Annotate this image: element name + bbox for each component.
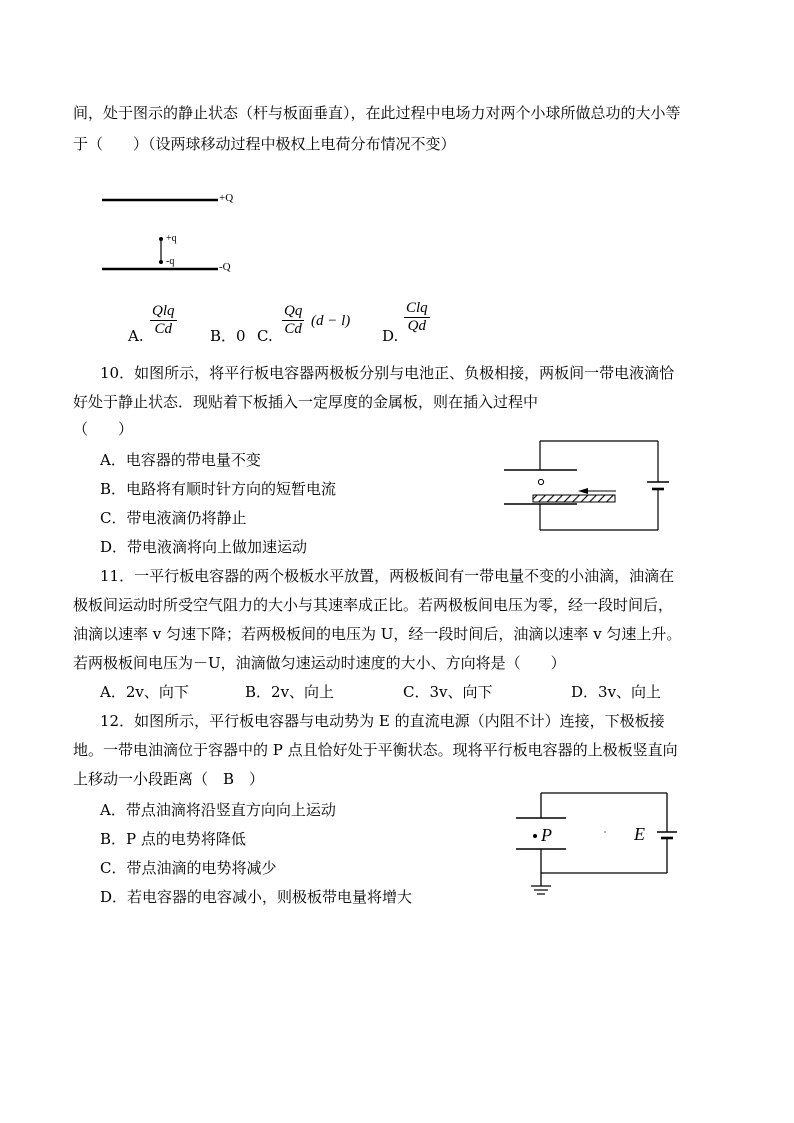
- q9-option-d-label: D.: [382, 327, 399, 345]
- bottom-ball: [159, 260, 163, 264]
- q9-text-line-2: 于（ ）（设两球移动过程中极权上电荷分布情况不变）: [73, 135, 456, 153]
- q12-option-a: A．带点油滴将沿竖直方向向上运动: [100, 801, 336, 819]
- droplet: [538, 479, 543, 484]
- q12-circuit-figure: [510, 790, 680, 905]
- q10-text-line-3: （ ）: [73, 420, 134, 438]
- q11-text-line-1: 11．一平行板电容器的两个极板水平放置，两极板间有一带电量不变的小油滴，油滴在: [100, 567, 675, 585]
- q11-option-a: A．2v、向下: [100, 683, 189, 701]
- q9-option-d-denominator: Qd: [404, 317, 430, 335]
- q12-text-line-3: 上移动一小段距离（ B ）: [73, 770, 265, 788]
- q10-circuit-figure: [500, 438, 680, 538]
- q12-text-line-2: 地。一带电油滴位于容器中的 P 点且恰好处于平衡状态。现将平行板电容器的上极板竖直向: [73, 741, 678, 759]
- q9-option-a-numerator: Qlq: [152, 303, 175, 319]
- q9-option-c-suffix: (d − l): [311, 313, 351, 329]
- point-p: [533, 834, 537, 838]
- q9-option-a-label: A.: [128, 327, 144, 345]
- q11-text-line-4: 若两极板间电压为－U，油滴做匀速运动时速度的大小、方向将是（ ）: [73, 654, 566, 672]
- q10-option-d: D．带电液滴将向上做加速运动: [100, 538, 308, 556]
- q9-option-b: B．0: [210, 327, 246, 345]
- q11-option-c: C．3v、向下: [403, 683, 493, 701]
- bottom-ball-label: -q: [166, 256, 175, 267]
- q9-option-c-numerator: Qq: [284, 303, 303, 319]
- top-plate-label: +Q: [219, 192, 234, 204]
- q12-option-c: C．带点油滴的电势将减少: [100, 859, 277, 877]
- bottom-plate-label: -Q: [219, 261, 231, 273]
- q12-text-line-1: 12．如图所示，平行板电容器与电动势为 E 的直流电源（内阻不计）连接，下极板接: [100, 712, 665, 730]
- q12-emf-label: E: [634, 824, 645, 844]
- top-ball: [159, 237, 163, 241]
- q12-option-b: B．P 点的电势将降低: [100, 830, 246, 848]
- q9-option-a-denominator: Cd: [150, 320, 177, 338]
- q9-option-a-fraction: [150, 303, 177, 338]
- q9-option-d-fraction: [404, 300, 430, 335]
- q12-point-p-label: P: [541, 825, 552, 845]
- top-ball-label: +q: [166, 233, 177, 244]
- q10-option-a: A．电容器的带电量不变: [100, 451, 261, 469]
- q9-option-c-label: C.: [257, 327, 273, 345]
- q10-text-line-2: 好处于静止状态．现贴着下板插入一定厚度的金属板，则在插入过程中: [73, 393, 539, 411]
- q9-option-c-denominator: Cd: [282, 320, 304, 338]
- q11-option-d: D．3v、向上: [571, 683, 662, 701]
- q10-text-line-1: 10．如图所示，将平行板电容器两极板分别与电池正、负极相接，两板间一带电液滴恰: [100, 364, 675, 382]
- q12-option-d: D．若电容器的电容减小，则极板带电量将增大: [100, 888, 413, 906]
- q10-option-c: C．带电液滴仍将静止: [100, 509, 247, 527]
- q11-text-line-2: 极板间运动时所受空气阻力的大小与其速率成正比。若两极板间电压为零，经一段时间后，: [73, 596, 674, 614]
- q10-option-b: B．电路将有顺时针方向的短暂电流: [100, 480, 337, 498]
- metal-slab: [533, 495, 615, 502]
- q11-option-b: B．2v、向上: [245, 683, 335, 701]
- q9-option-d-numerator: Clq: [406, 300, 428, 316]
- q9-option-c-fraction: [282, 303, 304, 338]
- q11-text-line-3: 油滴以速率 v 匀速下降；若两极板间的电压为 U，经一段时间后，油滴以速率 v 匀速上升。: [73, 625, 682, 643]
- q9-text-line-1: 间，处于图示的静止状态（杆与板面垂直），在此过程中电场力对两个小球所做总功的大小等: [73, 104, 681, 122]
